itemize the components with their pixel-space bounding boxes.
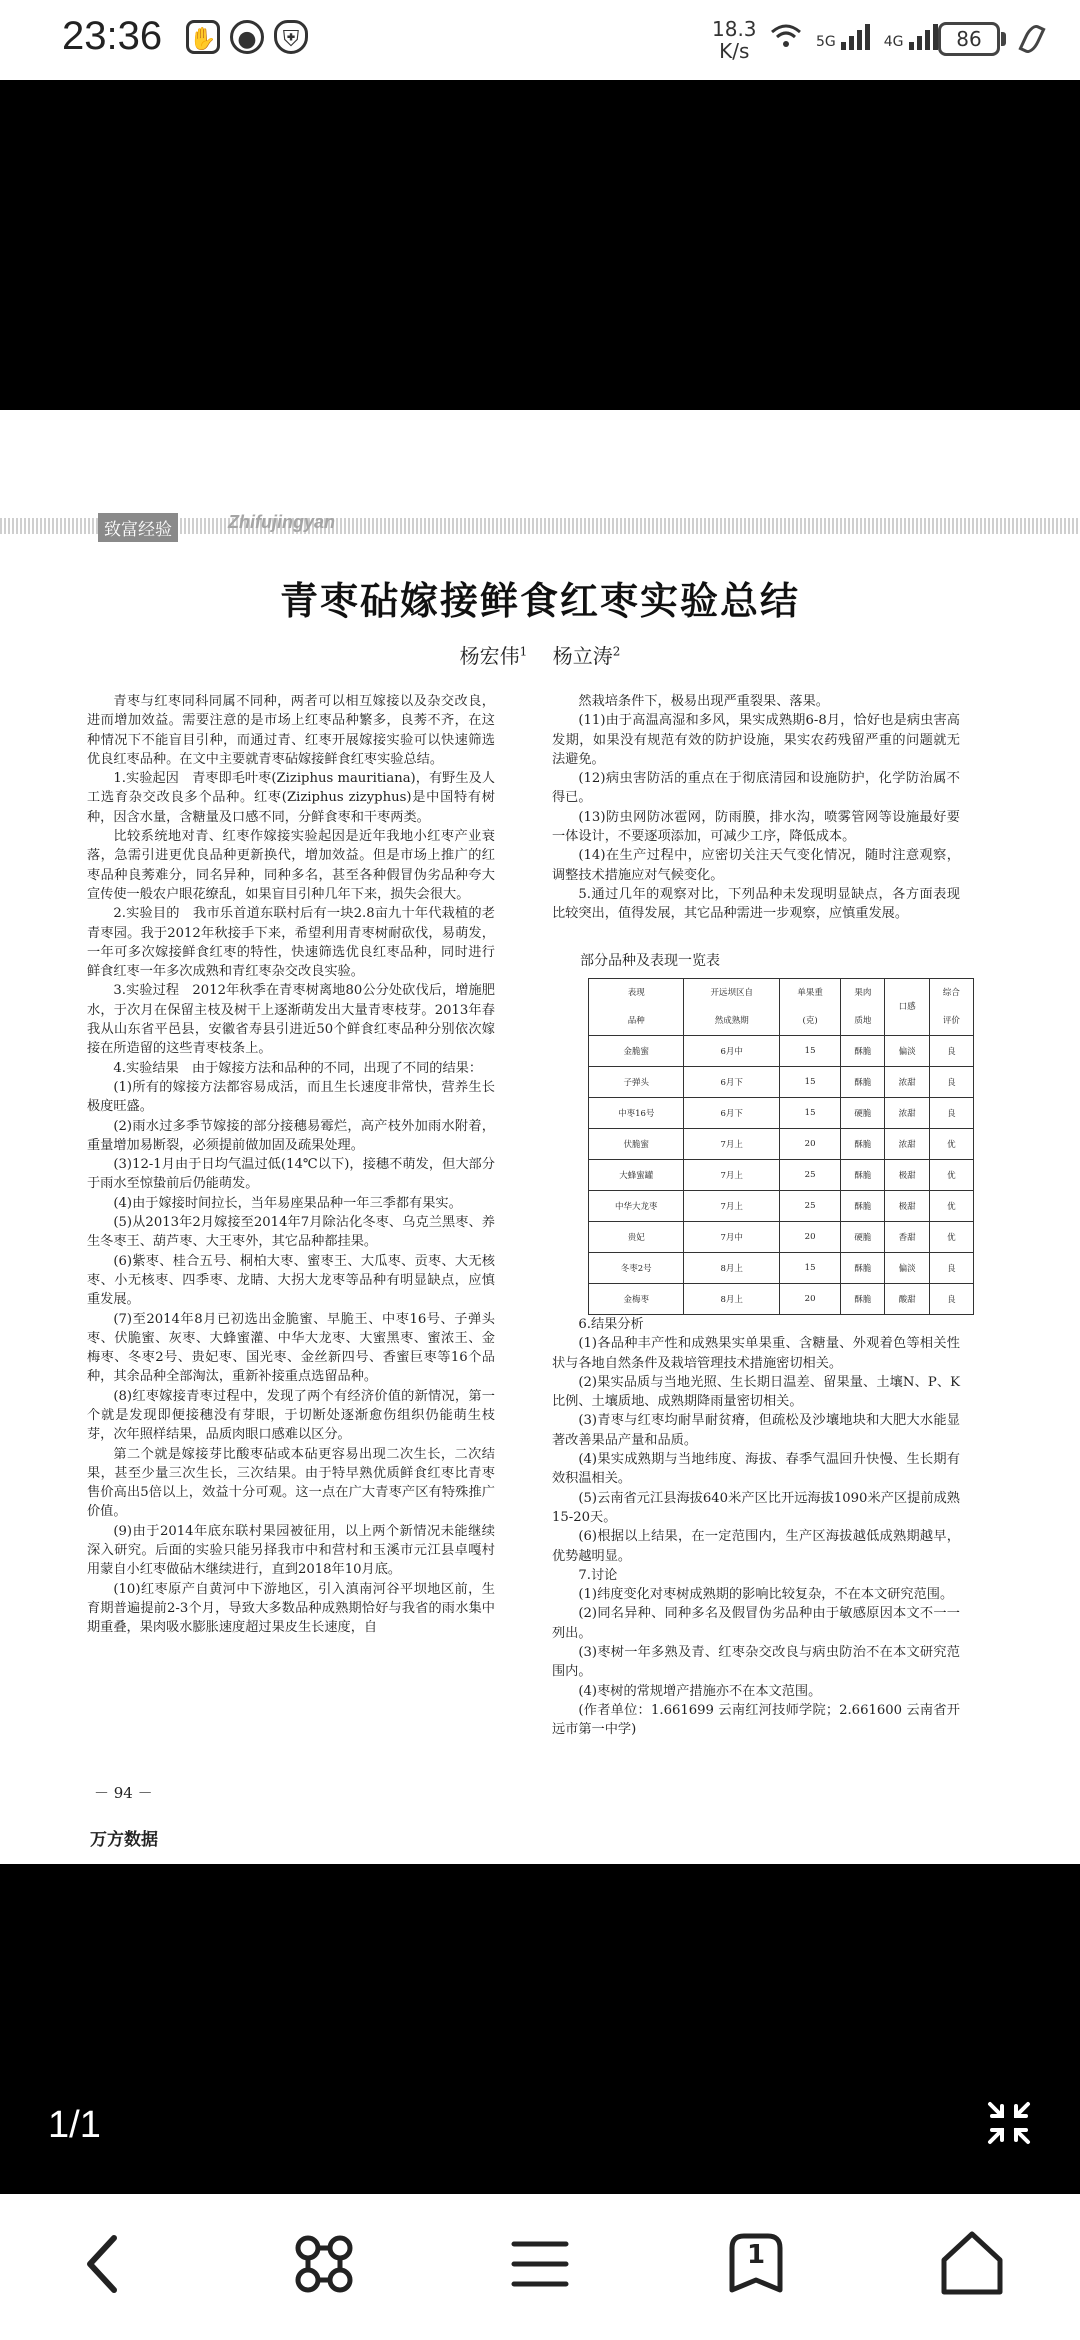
table-cell: 酥脆	[841, 1284, 885, 1315]
table-cell: 酥脆	[841, 1191, 885, 1222]
table-cell: 硬脆	[841, 1098, 885, 1129]
table-cell: 浓甜	[885, 1067, 929, 1098]
notification-hand-icon: ✋	[186, 20, 220, 54]
table-cell: 酥脆	[841, 1067, 885, 1098]
paragraph: 5.通过几年的观察对比，下列品种未发现明显缺点，各方面表现比较突出，值得发展，其它品种需进一步观察，应慎重发展。	[552, 886, 960, 922]
page-number: － 94 －	[94, 1784, 153, 1802]
table-cell: 中枣16号	[589, 1098, 684, 1129]
home-icon[interactable]	[932, 2224, 1012, 2304]
table-cell: 冬枣2号	[589, 1253, 684, 1284]
table-cell: 金梅枣	[589, 1284, 684, 1315]
table-cell: 偏淡	[885, 1253, 929, 1284]
bottom-nav	[0, 2194, 1080, 2340]
table-cell: 良	[929, 1253, 973, 1284]
table-row	[589, 1160, 974, 1191]
table-cell: 25	[779, 1191, 840, 1222]
table-cell: 15	[779, 1098, 840, 1129]
document-page[interactable]	[0, 410, 1080, 1864]
table-cell: 酥脆	[841, 1253, 885, 1284]
section-tag-en: Zhifujingyan	[228, 512, 335, 532]
signal-5g-icon: 5G	[816, 24, 870, 50]
table-cell: 20	[779, 1129, 840, 1160]
table-header-cell: 表现 品种	[589, 979, 684, 1036]
table-cell: 酥脆	[841, 1036, 885, 1067]
table-cell: 浓甜	[885, 1098, 929, 1129]
signal-4g-icon: 4G	[884, 24, 938, 50]
paragraph: (6)根据以上结果，在一定范围内，生产区海拔越低成熟期越早，优势越明显。	[552, 1529, 960, 1564]
table-cell: 酥脆	[841, 1129, 885, 1160]
paragraph: (2)同名异种、同种多名及假冒伪劣品种由于敏感原因本文不一一列出。	[552, 1606, 960, 1641]
table-cell: 7月上	[684, 1191, 779, 1222]
table-cell: 8月上	[684, 1284, 779, 1315]
table-cell: 15	[779, 1067, 840, 1098]
paragraph: (14)在生产过程中，应密切关注天气变化情况，随时注意观察，调整技术措施应对气候变化。	[552, 848, 960, 883]
paragraph: (2)果实品质与当地光照、生长期日温差、留果量、土壤N、P、K比例、土壤质地、成熟期降雨量密切相关。	[552, 1374, 960, 1410]
table-cell: 6月中	[684, 1036, 779, 1067]
table-cell: 6月下	[684, 1098, 779, 1129]
table-row	[589, 1191, 974, 1222]
table-cell: 优	[929, 1129, 973, 1160]
paragraph: 7.讨论	[578, 1567, 618, 1583]
tabs-button[interactable]	[716, 2224, 796, 2304]
table-cell: 7月中	[684, 1222, 779, 1253]
paragraph: (11)由于高温高湿和多风，果实成熟期6-8月，恰好也是病虫害高发期，如果没有规范有效的防护设施，果实农药残留严重的问题就无法避免。	[552, 713, 960, 767]
paragraph: (作者单位：1.661699 云南红河技师学院；2.661600 云南省开远市第一中学)	[552, 1702, 960, 1738]
table-cell: 25	[779, 1160, 840, 1191]
paragraph: (4)果实成熟期与当地纬度、海拔、春季气温回升快慢、生长期有效积温相关。	[552, 1452, 960, 1487]
table-cell: 7月上	[684, 1160, 779, 1191]
table-caption: 部分品种及表现一览表	[580, 953, 720, 969]
paragraph: (2)雨水过多季节嫁接的部分接穗易霉烂，高产枝外加雨水附着，重量增加易断裂，必须提前做加固及疏果处理。	[87, 1118, 495, 1153]
paragraph: (5)从2013年2月嫁接至2014年7月除沾化冬枣、乌克兰黑枣、养生冬枣王、葫芦枣、大王枣外，其它品种都挂果。	[87, 1215, 495, 1250]
shield-icon: ⛨	[274, 20, 308, 54]
paragraph: (4)枣树的常规增产措施亦不在本文范围。	[578, 1683, 822, 1699]
paragraph: 第二个就是嫁接芽比酸枣砧或本砧更容易出现二次生长，二次结果，甚至少量三次生长，三次结果。由于特早熟优质鲜食红枣比青枣售价高出5倍以上，效益十分可观。这一点在广大青枣产区有特殊推广价值。	[87, 1446, 495, 1520]
table-cell: 子弹头	[589, 1067, 684, 1098]
page-counter: 1/1	[48, 2104, 101, 2146]
table-cell: 香甜	[885, 1222, 929, 1253]
varieties-table	[588, 978, 974, 1315]
paragraph: (13)防虫网防冰雹网，防雨膜，排水沟，喷雾管网等设施最好要一体设计，不要逐项添加，可减少工序，降低成本。	[552, 809, 960, 845]
article-authors: 杨宏伟$^1$ 杨立涛$^2$	[459, 644, 621, 668]
paragraph: 2.实验目的 我市乐首道东联村后有一块2.8亩九十年代栽植的老青枣园。我于2012年秋接手下来，希望利用青枣树耐砍伐，易萌发，一年可多次嫁接鲜食红枣的特性，快速筛选优良红枣品种，同时进行鲜食红枣一年多次成熟和青红枣杂交改良实验。	[87, 906, 495, 980]
status-bar	[0, 0, 1080, 80]
table-row	[589, 1129, 974, 1160]
right-column-lower	[552, 1315, 960, 1740]
table-cell: 20	[779, 1284, 840, 1315]
table-cell: 6月下	[684, 1067, 779, 1098]
paragraph: (4)由于嫁接时间拉长，当年易座果品种一年三季都有果实。	[113, 1195, 462, 1211]
apps-icon[interactable]	[284, 2224, 364, 2304]
paragraph: 然栽培条件下，极易出现严重裂果、落果。	[578, 694, 829, 709]
table-cell: 硬脆	[841, 1222, 885, 1253]
wifi-icon	[770, 22, 802, 50]
table-header-cell: 果肉 质地	[841, 979, 885, 1036]
section-tag: 致富经验	[98, 513, 178, 542]
back-icon[interactable]	[66, 2224, 146, 2304]
tabs-count: 1	[746, 2240, 766, 2270]
paragraph: (8)红枣嫁接青枣过程中，发现了两个有经济价值的新情况，第一个就是发现即便接穗没有芽眼，于切断处逐渐愈伤组织仍能萌生枝芽，次年照样结果，品质肉眼口感难以区分。	[87, 1388, 495, 1443]
paragraph: (1)所有的嫁接方法都容易成活，而且生长速度非常快，营养生长极度旺盛。	[87, 1079, 495, 1115]
left-column	[87, 692, 495, 1638]
paragraph: (6)紫枣、桂合五号、桐柏大枣、蜜枣王、大瓜枣、贡枣、大无核枣、小无核枣、四季枣、龙睛、大拐大龙枣等品种有明显缺点，应慎重发展。	[87, 1253, 495, 1308]
table-cell: 酸甜	[885, 1284, 929, 1315]
paragraph: 6.结果分析	[578, 1317, 644, 1332]
paragraph: (10)红枣原产自黄河中下游地区，引入滇南河谷平坝地区前，生育期普遍提前2-3个月，导致大多数品种成熟期恰好与我省的雨水集中期重叠，果肉吸水膨胀速度超过果皮生长速度，自	[87, 1581, 495, 1636]
paragraph: 1.实验起因 青枣即毛叶枣(Ziziphus mauritiana)，有野生及人工选育杂交改良多个品种。红枣(Ziziphus zizyphus)是中国特有树种，因含水量，含糖量及口感不同，分鲜食枣和干枣两类。	[87, 771, 495, 825]
table-row	[589, 1036, 974, 1067]
table-cell: 优	[929, 1160, 973, 1191]
table-row	[589, 1067, 974, 1098]
paragraph: 4.实验结果 由于嫁接方法和品种的不同，出现了不同的结果：	[113, 1060, 483, 1076]
table-cell: 8月上	[684, 1253, 779, 1284]
table-cell: 良	[929, 1067, 973, 1098]
paragraph: (3)12-1月由于日均气温过低(14℃以下)，接穗不萌发，但大部分于雨水至惊蛰前后仍能萌发。	[87, 1157, 495, 1192]
paragraph: 比较系统地对青、红枣作嫁接实验起因是近年我地小红枣产业衰落，急需引进更优良品种更新换代，增加效益。但是市场上推广的红枣品种良莠难分，同名异种，同种多名，甚至各种假冒伪劣品种夸大宣传使一般农户眼花缭乱，如果盲目引种几年下来，损失会很大。	[87, 829, 495, 902]
paragraph: (1)纬度变化对枣树成熟期的影响比较复杂，不在本文研究范围。	[578, 1587, 954, 1603]
table-header-cell: 开远坝区自 然成熟期	[684, 979, 779, 1036]
table-header-cell: 综合 评价	[929, 979, 973, 1036]
table-cell: 20	[779, 1222, 840, 1253]
table-row	[589, 1222, 974, 1253]
table-cell: 15	[779, 1036, 840, 1067]
table-cell: 中华大龙枣	[589, 1191, 684, 1222]
right-column	[552, 692, 960, 924]
paragraph: 3.实验过程 2012年秋季在青枣树离地80公分处砍伐后，增施肥水，于次月在保留主枝及树干上逐渐萌发出大量青枣枝芽。2013年春我从山东省平邑县，安徽省寿县引进近50个鲜食红枣品种分别依次嫁接在所造留的这些青枣枝条上。	[87, 983, 495, 1057]
table-header-cell: 口感	[885, 979, 929, 1036]
table-cell: 贵妃	[589, 1222, 684, 1253]
table-row	[589, 1098, 974, 1129]
table-cell: 伏脆蜜	[589, 1129, 684, 1160]
table-cell: 金脆蜜	[589, 1036, 684, 1067]
table-cell: 优	[929, 1191, 973, 1222]
paragraph: (12)病虫害防活的重点在于彻底清园和设施防护，化学防治属不得已。	[552, 771, 960, 806]
network-speed: 18.3 K/s	[712, 17, 757, 63]
table-cell: 极甜	[885, 1160, 929, 1191]
table-row	[589, 1284, 974, 1315]
table-header-cell: 单果重 (克)	[779, 979, 840, 1036]
paragraph: (3)青枣与红枣均耐旱耐贫瘠，但疏松及沙壤地块和大肥大水能显著改善果品产量和品质。	[552, 1413, 960, 1448]
paragraph: (9)由于2014年底东联村果园被征用，以上两个新情况未能继续深入研究。后面的实验只能另择我市中和营村和玉溪市元江县卓嘎村用蒙自小红枣做砧木继续进行，直到2018年10月底。	[87, 1523, 495, 1578]
menu-icon[interactable]	[500, 2224, 580, 2304]
table-cell: 大蜂蜜罐	[589, 1160, 684, 1191]
paragraph: (3)枣树一年多熟及青、红枣杂交改良与病虫防治不在本文研究范围内。	[552, 1645, 960, 1680]
paragraph: (5)云南省元江县海拔640米产区比开远海拔1090米产区提前成熟15-20天。	[552, 1490, 960, 1525]
table-cell: 酥脆	[841, 1160, 885, 1191]
table-cell: 优	[929, 1222, 973, 1253]
table-row	[589, 1253, 974, 1284]
table-cell: 浓甜	[885, 1129, 929, 1160]
watermark: 万方数据	[90, 1830, 158, 1850]
battery-icon: 86	[938, 22, 1000, 56]
status-time: 23:36	[62, 14, 163, 58]
table-cell: 良	[929, 1098, 973, 1129]
paragraph: (7)至2014年8月已初选出金脆蜜、早脆王、中枣16号、子弹头枣、伏脆蜜、灰枣、大蜂蜜灌、中华大龙枣、大蜜黑枣、蜜浓王、金梅枣、冬枣2号、贵妃枣、国光枣、金丝新四号、香蜜巨枣等16个品种，其余品种全部淘汰，重新补接重点选留品种。	[87, 1311, 495, 1385]
table-cell: 极甜	[885, 1191, 929, 1222]
table-cell: 良	[929, 1284, 973, 1315]
table-cell: 偏淡	[885, 1036, 929, 1067]
article-title: 青枣砧嫁接鲜食红枣实验总结	[279, 579, 800, 623]
table-cell: 7月上	[684, 1129, 779, 1160]
table-cell: 良	[929, 1036, 973, 1067]
eye-icon: ●	[230, 20, 264, 54]
leaf-icon	[1018, 22, 1045, 56]
paragraph: (1)各品种丰产性和成熟果实单果重、含糖量、外观着色等相关性状与各地自然条件及栽培管理技术措施密切相关。	[552, 1336, 960, 1371]
paragraph: 青枣与红枣同科同属不同种，两者可以相互嫁接以及杂交改良，进而增加效益。需要注意的是市场上红枣品种繁多，良莠不齐，在这种情况下不能盲目引种，而通过青、红枣开展嫁接实验可以快速筛选优良红枣品种。在文中主要就青枣砧嫁接鲜食红枣实验总结。	[87, 694, 495, 767]
collapse-fullscreen-icon[interactable]	[986, 2100, 1032, 2146]
table-cell: 15	[779, 1253, 840, 1284]
